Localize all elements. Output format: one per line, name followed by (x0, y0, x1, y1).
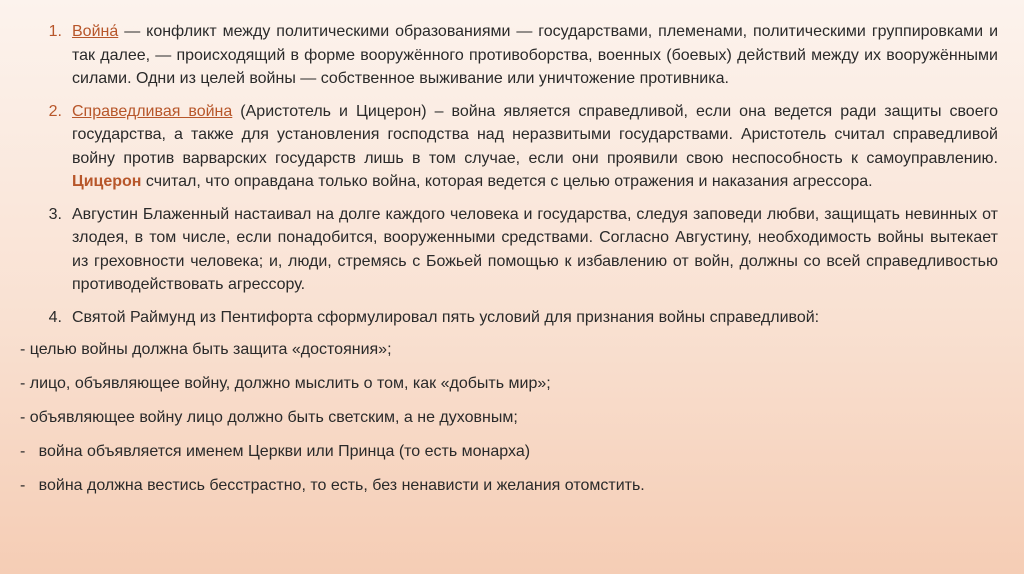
highlight-text: Цицерон (72, 173, 142, 190)
term-link[interactable]: Война́ (72, 23, 119, 40)
body-text: — конфликт между политическими образованиями — государствами, племенами, политическими группировками и так далее, — происходящий в форме вооружённого противоборства, военных (боевых) действий между их вооружёнными силами. Одни из целей войны — собственное выживание или уничтожение противника. (72, 23, 998, 87)
condition-item: - лицо, объявляющее войну, должно мыслить о том, как «добыть мир»; (20, 375, 551, 392)
body-text: считал, что оправдана только война, которая ведется с целью отражения и наказания агрессора. (141, 173, 873, 190)
list-text (72, 100, 998, 194)
condition-item: - целью войны должна быть защита «достояния»; (20, 341, 392, 358)
body-text: Августин Блаженный настаивал на долге каждого человека и государства, следуя заповеди любви, защищать невинных от злодея, в том числе, если понадобится, вооруженными средствами. Согласно Августину, необходимость войны вытекает из греховности человека; и, люди, стремясь с Божьей помощью к избавлению от войн, должны со всей справедливостью противодействовать агрессору. (72, 205, 998, 293)
list-text (72, 306, 998, 330)
term-link[interactable]: Справедливая война (72, 102, 233, 120)
condition-item: - объявляющее войну лицо должно быть светским, а не духовным; (20, 409, 518, 426)
body-text: (Аристотель и Цицерон) – война является справедливой, если она ведется ради защиты своего государства, а также для установления господства над неразвитыми государствами. Аристотель считал справедливой войну против варварских государств лишь в том случае, если они проявили свою неспособность к самоуправлению. (72, 102, 998, 167)
body-text: Святой Раймунд из Пентифорта сформулировал пять условий для признания войны справедливой: (72, 308, 820, 326)
list-item (20, 306, 998, 330)
list-text (72, 20, 998, 91)
conditions-list (20, 338, 998, 497)
list-number: 3. (48, 205, 62, 223)
list-item (20, 100, 998, 194)
numbered-list (20, 20, 998, 329)
condition-item: - война объявляется именем Церкви или Принца (то есть монарха) (20, 443, 531, 460)
list-number: 2. (48, 102, 62, 120)
list-item (20, 20, 998, 91)
list-number: 4. (48, 308, 62, 326)
list-number: 1. (48, 23, 62, 40)
condition-item: - война должна вестись бесстрастно, то есть, без ненависти и желания отомстить. (20, 477, 645, 494)
list-item (20, 203, 998, 297)
list-text (72, 203, 998, 297)
